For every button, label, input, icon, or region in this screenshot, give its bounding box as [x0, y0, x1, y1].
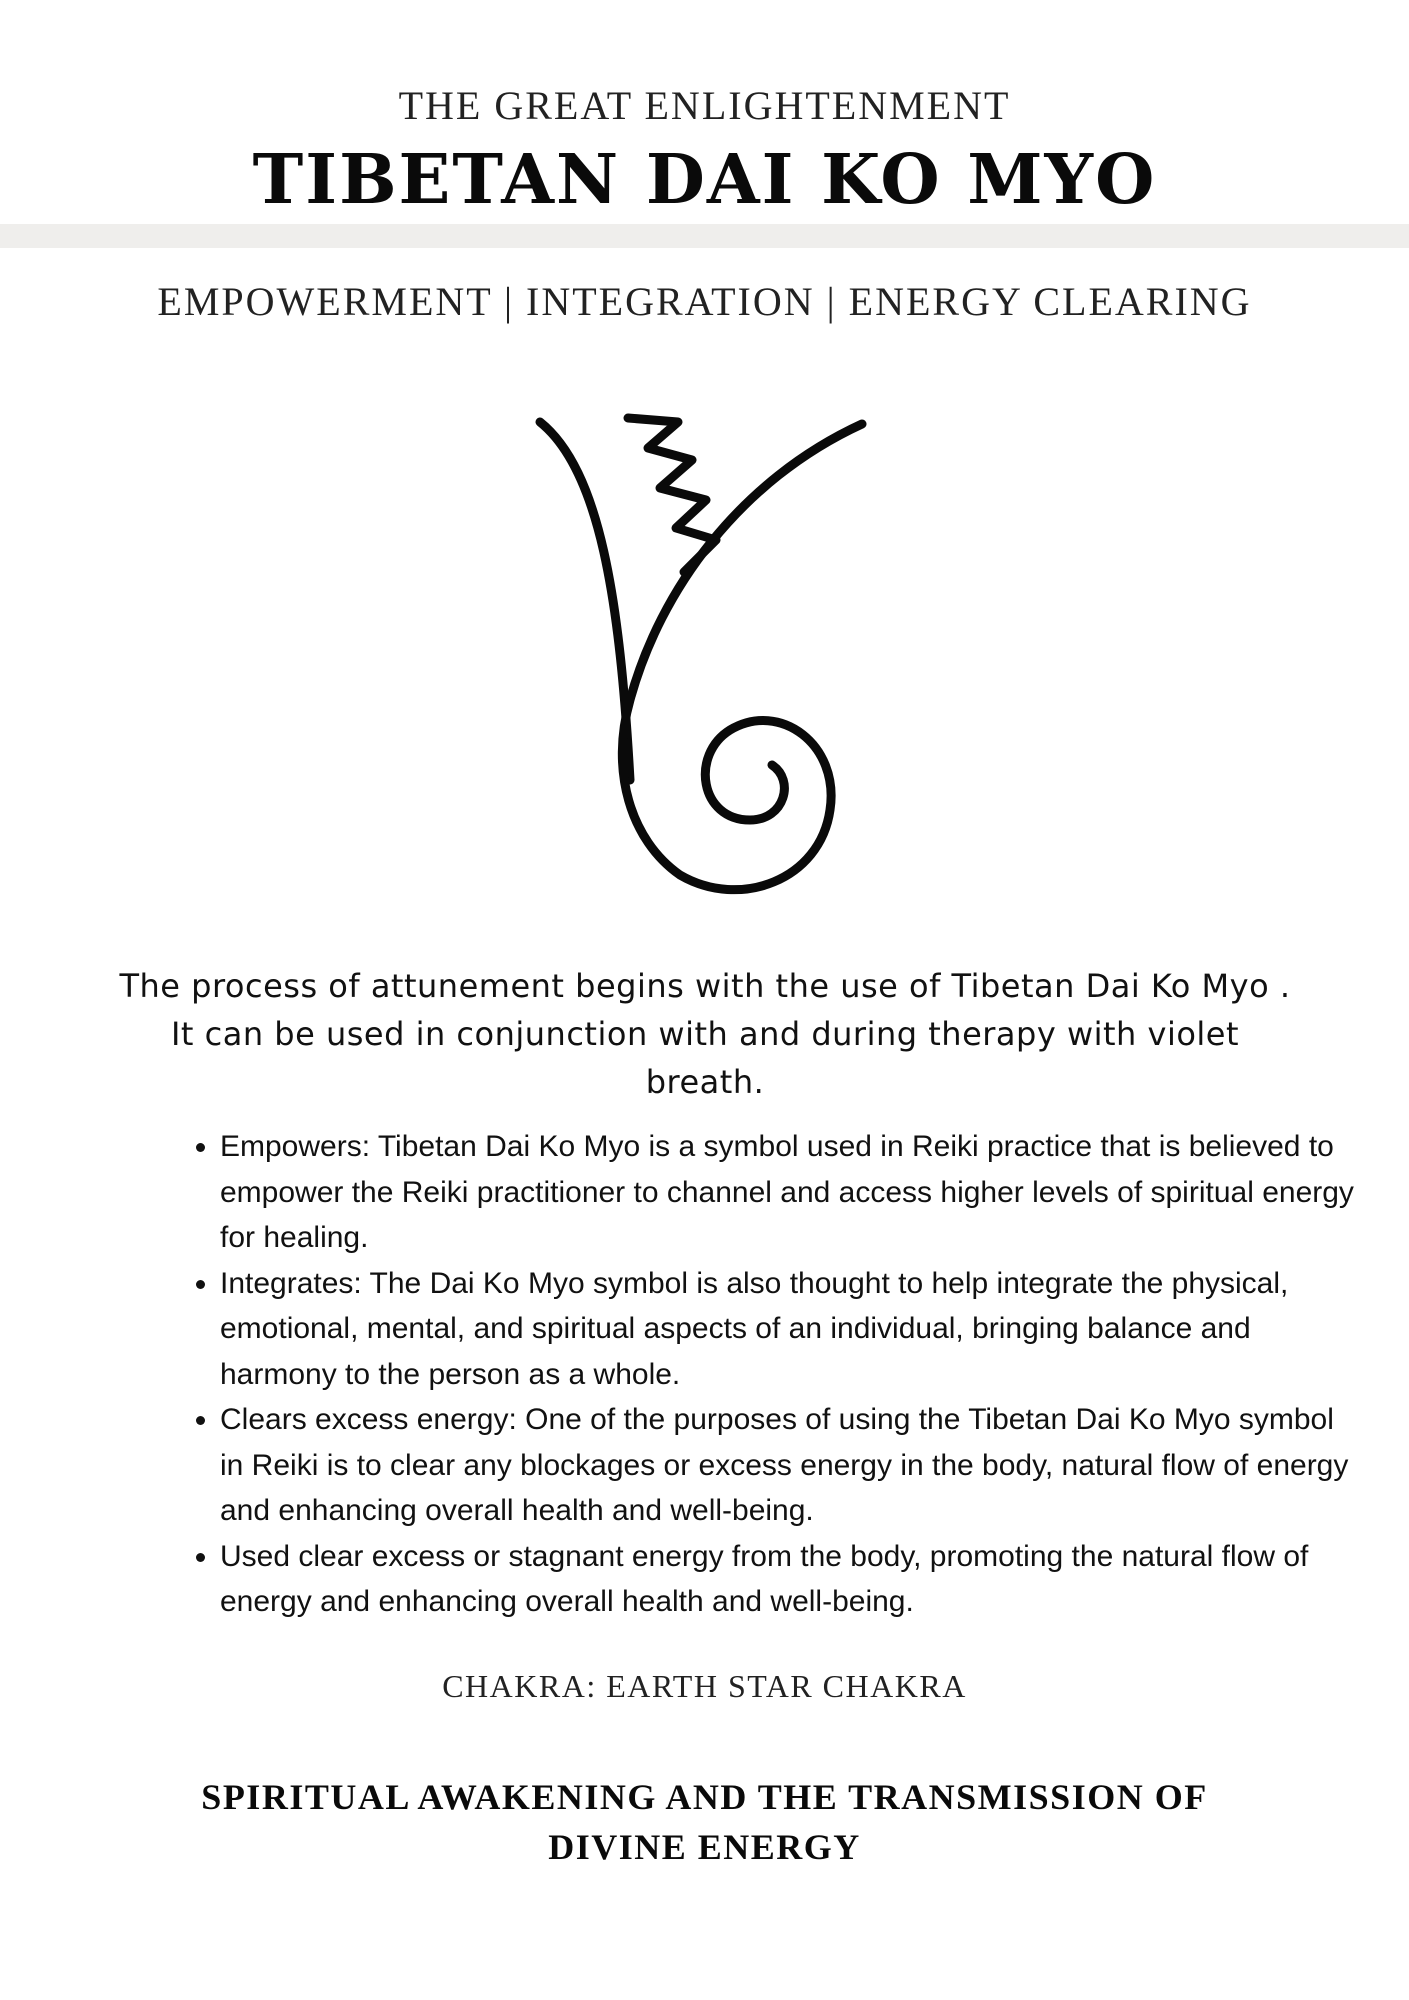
intro-paragraph: The process of attunement begins with the use of Tibetan Dai Ko Myo . It can be used in conjunction with and during therapy with violet breath. [119, 967, 1291, 1101]
spiral-stroke [622, 424, 862, 890]
supertitle: THE GREAT ENLIGHTENMENT [398, 83, 1011, 128]
list-item: • Used clear excess or stagnant energy from the body, promoting the natural flow of energy and enhancing overall health and well-being. [220, 1534, 1360, 1625]
left-stroke [540, 422, 630, 780]
zigzag-stroke [628, 418, 716, 572]
list-item: • Integrates: The Dai Ko Myo symbol is also thought to help integrate the physical, emotional, mental, and spiritual aspects of an individual, bringing balance and harmony to the person as a whole. [220, 1261, 1360, 1398]
bullet-list [180, 1124, 1360, 1625]
page-title: TIBETAN DAI KO MYO [252, 140, 1157, 220]
list-item: • Empowers: Tibetan Dai Ko Myo is a symbol used in Reiki practice that is believed to empower the Reiki practitioner to channel and access higher levels of spiritual energy for healing. [220, 1124, 1360, 1261]
chakra-label: CHAKRA: EARTH STAR CHAKRA [442, 1668, 967, 1704]
tibetan-dai-ko-myo-symbol-icon [510, 400, 890, 920]
subtitle: EMPOWERMENT | INTEGRATION | ENERGY CLEARING [157, 279, 1252, 324]
list-item: • Clears excess energy: One of the purposes of using the Tibetan Dai Ko Myo symbol in Reiki is to clear any blockages or excess energy in the body, natural flow of energy and enhancing overall health and well-being. [220, 1397, 1360, 1534]
closing-heading: SPIRITUAL AWAKENING AND THE TRANSMISSION OF DIVINE ENERGY [201, 1777, 1208, 1867]
divider-band [0, 224, 1409, 248]
